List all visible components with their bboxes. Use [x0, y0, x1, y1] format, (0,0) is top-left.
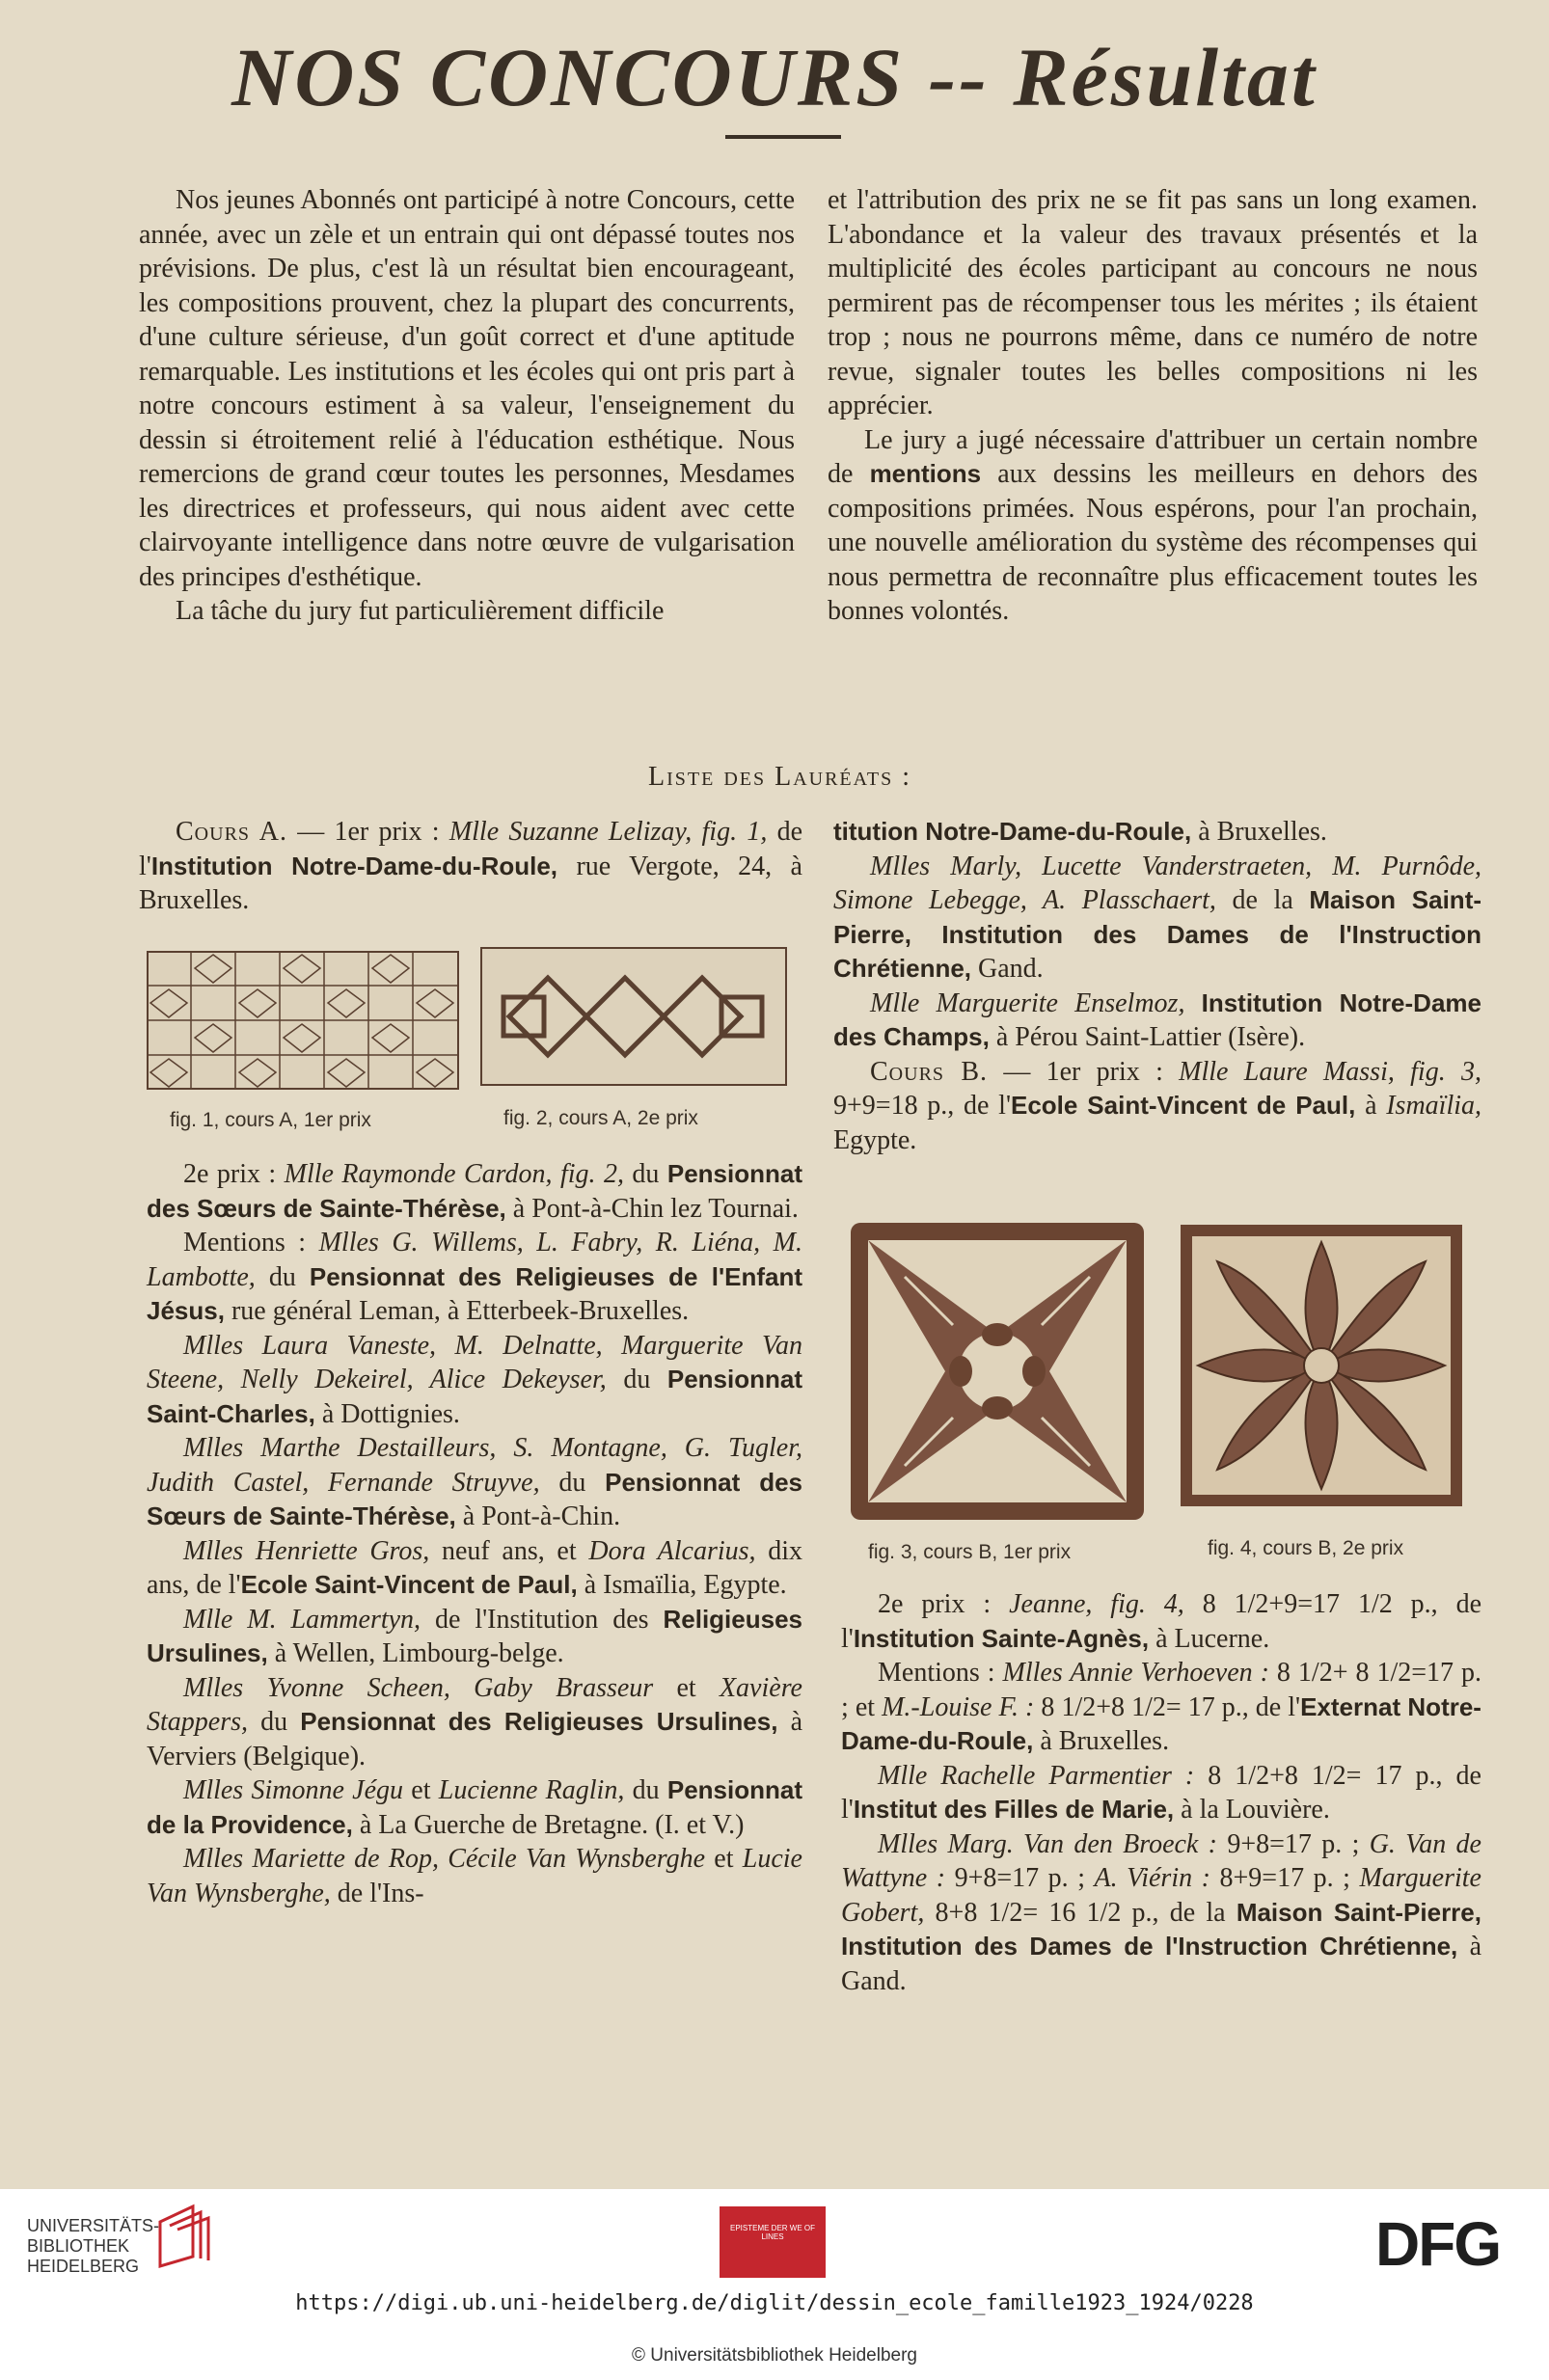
logo-text: BIBLIOTHEK	[27, 2236, 130, 2256]
intro-paragraph-3: et l'attribution des prix ne se fit pas sans un long examen. L'abondance et la valeur des travaux présentés et la multiplicité des écoles participant au concours ne nous permirent pas de récompenser tous les mérites ; ils étaient trop ; nous ne pourrons même, dans ce numéro de notre revue, signaler toutes les belles compositions ni les apprécier.	[828, 185, 1478, 420]
school-name: Maison Saint-Pierre, Institution des Dames de l'Instruction Chrétienne,	[833, 885, 1482, 983]
text-run: du	[606, 1365, 667, 1394]
library-book-icon	[154, 2203, 212, 2270]
winner-name: Mlles Yvonne Scheen, Gaby Brasseur	[183, 1672, 654, 1703]
text-run: et	[705, 1844, 743, 1874]
text-run: 2e prix :	[183, 1159, 285, 1189]
text-run: Le jury a jugé nécessaire d'attribuer un certain nombre de	[828, 424, 1478, 489]
text-run: rue général Leman, à Etterbeek-Bruxelles.	[224, 1296, 690, 1326]
text-run: du	[539, 1467, 606, 1498]
text-run: à Ismaïlia, Egypte.	[577, 1570, 787, 1600]
laureate-entry	[833, 987, 1481, 1055]
laureate-entry	[841, 1587, 1481, 1656]
text-run: neuf ans, et	[429, 1535, 589, 1566]
laureate-entry	[147, 1534, 802, 1603]
school-name: Institut des Filles de Marie,	[853, 1795, 1175, 1824]
winner-name: Lucienne Raglin,	[438, 1775, 625, 1805]
intro-column-left	[139, 183, 795, 629]
winner-name: Mlles Simonne Jégu	[183, 1775, 404, 1805]
winner-name: Mlle Suzanne Lelizay, fig. 1,	[448, 817, 768, 847]
text-run: à Verviers (Belgique).	[147, 1707, 803, 1771]
winner-name: Mlle M. Lammertyn,	[183, 1604, 421, 1635]
text-run: de l'Ins-	[330, 1878, 424, 1908]
school-name: Institution Notre-Dame des Champs,	[833, 987, 1481, 1051]
school-name: Institution Sainte-Agnès,	[853, 1623, 1150, 1653]
winner-name: A. Viérin :	[1094, 1863, 1210, 1893]
badge-text: EPISTEME DER WE OF LINES	[729, 2224, 815, 2241]
laureate-entry	[841, 1827, 1481, 1999]
page-title: NOS CONCOURS -- Résultat	[231, 31, 1318, 123]
text-run: Egypte.	[833, 1124, 917, 1155]
laureate-entry	[841, 1656, 1481, 1759]
school-name: Pensionnat des Sœurs de Sainte-Thérèse,	[147, 1159, 803, 1223]
intro-paragraph-4	[828, 423, 1478, 629]
text-run: 8+9=17 p. ;	[1209, 1863, 1360, 1893]
text-run: 9+8=17 p. ;	[1217, 1828, 1370, 1859]
figure-2-image	[480, 947, 787, 1086]
winner-name: Mlles G. Willems, L. Fabry, R. Liéna, M. Lambotte,	[147, 1228, 802, 1292]
text-run: du	[623, 1159, 667, 1189]
text-run: Gand.	[971, 954, 1044, 984]
text-run: 8 1/2+8 1/2= 17 p., de l'	[841, 1760, 1481, 1825]
winner-name: Marguerite Gobert,	[841, 1863, 1481, 1928]
mentions-word: mentions	[869, 459, 982, 488]
winner-name: Mlle Marguerite Enselmoz,	[870, 987, 1185, 1018]
cours-a-intro	[139, 815, 802, 918]
permalink-url[interactable]: https://digi.ub.uni-heidelberg.de/diglit/dessin_ecole_famille1923_1924/0228	[295, 2291, 1254, 2315]
school-name: Pensionnat des Religieuses Ursulines,	[300, 1707, 778, 1736]
copyright-notice: © Universitätsbibliothek Heidelberg	[632, 2345, 917, 2366]
cours-a-entry	[139, 815, 802, 918]
school-name: Religieuses Ursulines,	[147, 1604, 802, 1667]
text-run: à la Louvière.	[1174, 1795, 1330, 1825]
text-run: à Pérou Saint-Lattier (Isère).	[989, 1022, 1306, 1052]
text-run: à Bruxelles.	[1033, 1726, 1170, 1756]
school-name: Pensionnat des Religieuses de l'Enfant Jésus,	[147, 1261, 803, 1325]
text-run	[1184, 988, 1201, 1018]
text-run: à La Guerche de Bretagne. (I. et V.)	[352, 1809, 745, 1840]
figure-1-caption: fig. 1, cours A, 1er prix	[170, 1109, 371, 1131]
laureate-entry	[833, 1055, 1481, 1158]
winner-name: Mlles Mariette de Rop, Cécile Van Wynsberghe	[183, 1844, 706, 1874]
text-run: aux dessins les meilleurs en dehors des compositions primées. Nous espérons, pour l'an prochain, une nouvelle amélioration du système des récompenses qui nous permettra de reconnaître plus efficacement toutes les bonnes volontés.	[828, 459, 1479, 626]
figure-4-caption: fig. 4, cours B, 2e prix	[1208, 1537, 1404, 1559]
winner-name: Mlles Laura Vaneste, M. Delnatte, Marguerite Van Steene, Nelly Dekeirel, Alice Dekeyser,	[147, 1330, 802, 1394]
text-run: 8 1/2+9=17 1/2 p., de l'	[841, 1589, 1481, 1654]
text-run: 9+8=17 p. ;	[945, 1863, 1095, 1893]
intro-paragraph-1: Nos jeunes Abonnés ont participé à notre Concours, cette année, avec un zèle et un entrain qui ont dépassé toutes nos prévisions. De plus, c'est là un résultat bien encourageant, les compositions prouvent, chez la plupart des concurrents, d'une culture sérieuse, d'un goût correct et d'une aptitude remarquable. Les institutions et les écoles qui ont pris part à notre concours estiment à sa valeur, l'enseignement du dessin si étroitement relié à l'éducation esthétique. Nous remercions de grand cœur toutes les personnes, Mesdames les directrices et professeurs, qui nous aident avec cette clairvoyante intelligence dans notre œuvre de vulgarisation des principes d'esthétique.	[139, 185, 795, 592]
laureate-entry	[147, 1603, 802, 1671]
title-divider	[725, 135, 841, 139]
text-run: 8+8 1/2= 16 1/2 p., de la	[924, 1897, 1236, 1928]
text-run: à Gand.	[841, 1932, 1481, 1996]
logo-text: HEIDELBERG	[27, 2257, 140, 2276]
figure-3-caption: fig. 3, cours B, 1er prix	[868, 1541, 1072, 1563]
laureate-entry	[147, 1431, 802, 1534]
text-run: du	[255, 1261, 310, 1292]
laureate-entry	[147, 1226, 802, 1329]
text-run: Mentions :	[878, 1658, 1003, 1688]
project-badge[interactable]	[720, 2206, 826, 2278]
text-run: du	[624, 1775, 667, 1805]
text-run: — 1er prix :	[286, 817, 449, 847]
text-run: à Bruxelles.	[1191, 817, 1327, 847]
winner-name: Mlle Laure Massi, fig. 3,	[1179, 1056, 1482, 1087]
winner-name: Mlles Marly, Lucette Vanderstraeten, M. Purnôde, Simone Lebegge, A. Plasschaert,	[833, 851, 1481, 915]
logo-text: UNIVERSITÄTS-	[27, 2216, 160, 2235]
intro-paragraph-2: La tâche du jury fut particulièrement difficile	[176, 596, 665, 626]
text-run: à	[1355, 1091, 1387, 1121]
laureates-left-column	[147, 1157, 802, 1910]
winner-name: Mlle Rachelle Parmentier :	[878, 1760, 1195, 1791]
text-run: à Pont-à-Chin.	[455, 1501, 621, 1531]
text-run: 8 1/2+8 1/2= 17 p., de l'	[1034, 1691, 1301, 1722]
school-name: Ecole Saint-Vincent de Paul,	[1011, 1091, 1356, 1120]
laureate-entry	[147, 1842, 802, 1910]
school-name: Externat Notre-Dame-du-Roule,	[841, 1691, 1481, 1755]
laureate-entry	[147, 1773, 802, 1842]
winner-name: M.-Louise F. :	[882, 1691, 1035, 1722]
laureate-entry	[147, 1157, 802, 1226]
text-run: à Pont-à-Chin lez Tournai.	[505, 1193, 799, 1224]
text-run: Mentions :	[183, 1228, 319, 1258]
text-run: à Dottignies.	[314, 1398, 460, 1429]
laureate-entry	[147, 1329, 802, 1432]
school-name: Maison Saint-Pierre, Institution des Dames de l'Instruction Chrétienne,	[841, 1897, 1481, 1961]
winner-name: Mlles Marthe Destailleurs, S. Montagne, G. Tugler, Judith Castel, Fernande Struyve,	[147, 1433, 802, 1498]
figure-1-image	[147, 951, 459, 1090]
place-name: Ismaïlia,	[1386, 1091, 1481, 1121]
winner-name: Mlles Annie Verhoeven :	[1002, 1658, 1269, 1688]
laureates-heading: Liste des Lauréats :	[648, 762, 911, 792]
school-name: Pensionnat de la Providence,	[147, 1775, 802, 1839]
text-run: à Lucerne.	[1149, 1623, 1270, 1654]
text-run: et	[653, 1672, 720, 1703]
intro-column-right	[828, 183, 1478, 629]
text-run: du	[248, 1707, 301, 1737]
laureate-entry	[833, 850, 1481, 987]
text-run: et	[403, 1775, 439, 1805]
text-run: — 1er prix :	[988, 1056, 1180, 1087]
cours-b-label: Cours B.	[870, 1056, 989, 1087]
text-run: 2e prix :	[878, 1589, 1010, 1619]
figure-4-image	[1179, 1223, 1464, 1508]
figure-3-image	[847, 1219, 1148, 1524]
school-name: Institution Notre-Dame-du-Roule,	[150, 851, 558, 880]
laureate-entry	[147, 1671, 802, 1774]
school-name: titution Notre-Dame-du-Roule,	[833, 817, 1192, 846]
text-run: à Wellen, Limbourg-belge.	[267, 1638, 564, 1668]
school-name: Pensionnat des Sœurs de Sainte-Thérèse,	[147, 1467, 803, 1530]
text-run: de la	[1215, 885, 1310, 915]
winner-name: Mlles Marg. Van den Broeck :	[878, 1828, 1218, 1859]
winner-name: Dora Alcarius,	[588, 1535, 756, 1566]
laureate-entry	[833, 815, 1481, 850]
university-library-logo[interactable]	[27, 2216, 159, 2277]
text-run: dix ans, de l'	[147, 1535, 802, 1600]
winner-name: Mlle Raymonde Cardon, fig. 2,	[284, 1159, 624, 1189]
cours-a-label: Cours A.	[176, 817, 287, 847]
winner-name: Xavière Stappers,	[147, 1672, 802, 1737]
winner-name: G. Van de Wattyne :	[841, 1828, 1481, 1893]
dfg-logo[interactable]: DFG	[1375, 2209, 1501, 2279]
text-run: rue Vergote, 24, à Bruxelles.	[139, 851, 802, 915]
winner-name: Lucie Van Wynsberghe,	[147, 1844, 802, 1908]
text-run: de l'	[139, 817, 803, 881]
text-run: 9+9=18 p., de l'	[833, 1091, 1011, 1121]
laureates-right-column-bottom	[841, 1587, 1481, 1998]
winner-name: Jeanne, fig. 4,	[1009, 1589, 1184, 1619]
figure-2-caption: fig. 2, cours A, 2e prix	[503, 1107, 698, 1129]
school-name: Pensionnat Saint-Charles,	[147, 1365, 803, 1428]
school-name: Ecole Saint-Vincent de Paul,	[240, 1570, 578, 1599]
laureates-right-column-top	[833, 815, 1481, 1157]
text-run: de l'Institution des	[421, 1604, 664, 1635]
winner-name: Mlles Henriette Gros,	[183, 1535, 430, 1566]
text-run: 8 1/2+ 8 1/2=17 p. ; et	[841, 1658, 1482, 1722]
laureate-entry	[841, 1759, 1481, 1827]
